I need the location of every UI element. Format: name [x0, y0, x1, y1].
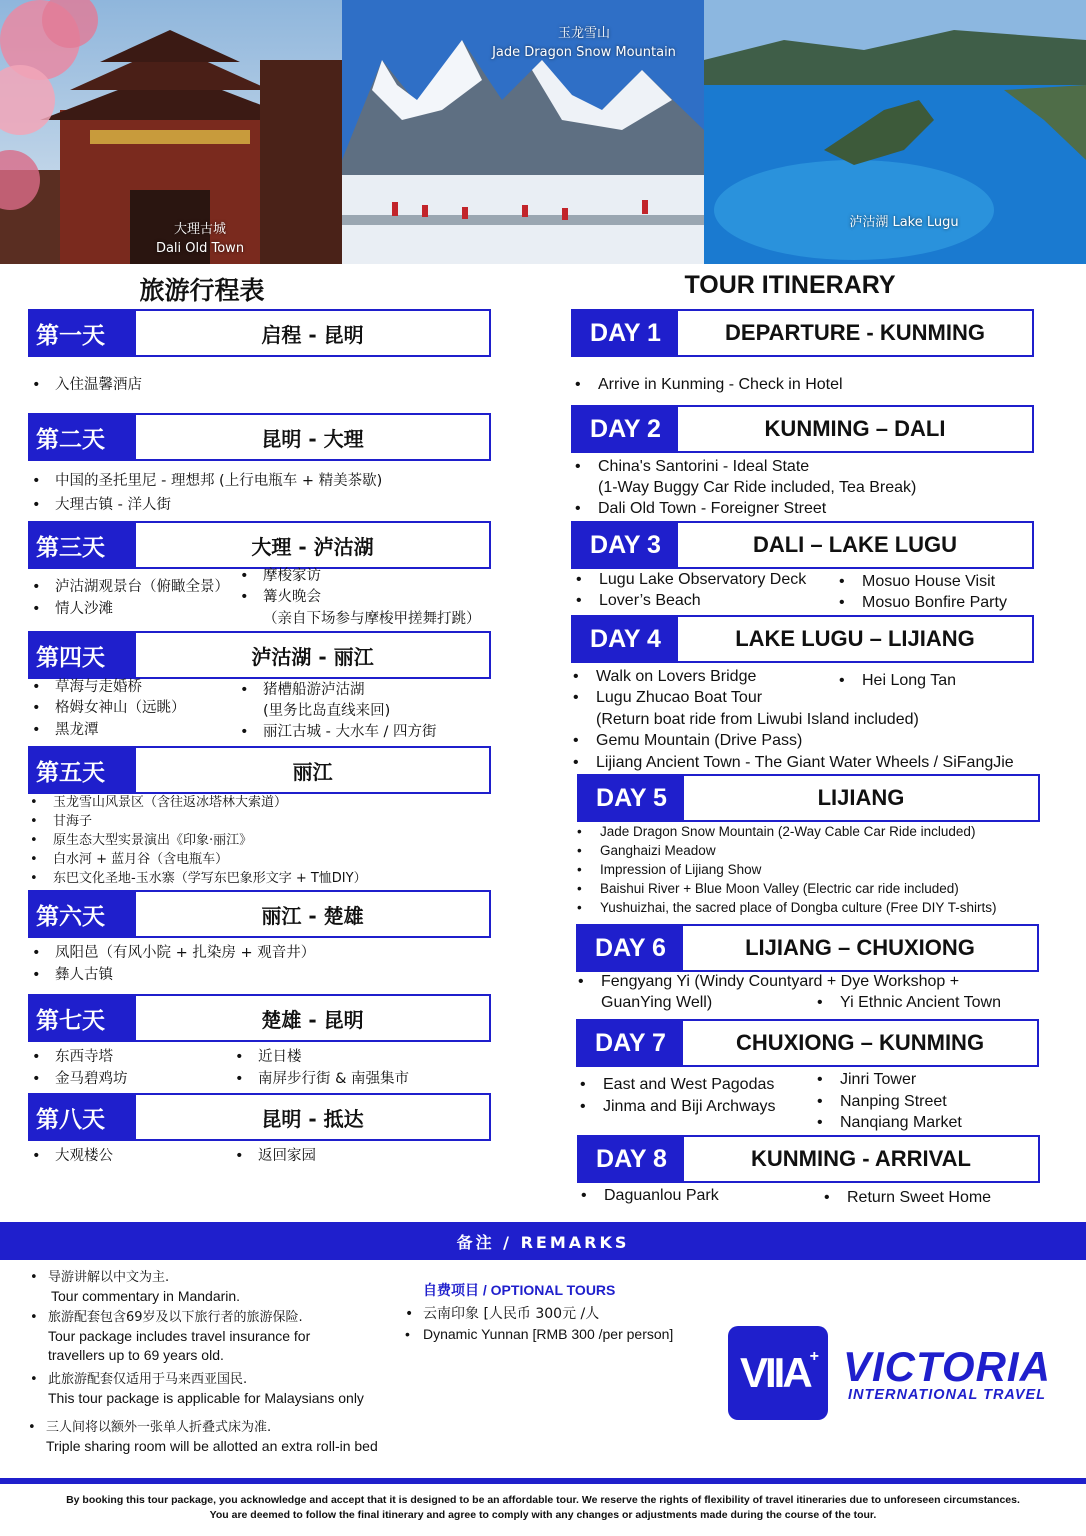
remark-en: Triple sharing room will be allotted an extra roll-in bed — [46, 1438, 378, 1454]
cn-day-label: 第三天 — [30, 523, 136, 567]
cn-day7-item: • 南屏步行街 & 南强集市 — [233, 1069, 409, 1090]
cn-day-label: 第二天 — [30, 415, 136, 459]
cn-day-title: 楚雄 - 昆明 — [261, 1007, 364, 1032]
en-day-header-7 — [576, 1019, 1039, 1067]
en-day-header-2 — [571, 405, 1034, 453]
cn-day7-item: • 金马碧鸡坊 — [30, 1069, 128, 1090]
cn-day-label: 第一天 — [30, 311, 136, 355]
logo-plus: + — [809, 1348, 817, 1365]
en-day-label: DAY 6 — [578, 926, 683, 970]
remark-en: This tour package is applicable for Malaysians only — [48, 1390, 364, 1406]
en-day7-item: • Jinma and Biji Archways — [578, 1096, 776, 1117]
en-day-header-8 — [577, 1135, 1040, 1183]
en-day-title: KUNMING - ARRIVAL — [751, 1146, 971, 1171]
en-day-title: KUNMING – DALI — [764, 416, 946, 441]
remark-item — [26, 1418, 378, 1456]
cn-day-title: 昆明 - 抵达 — [261, 1106, 364, 1131]
en-day3-item: • Mosuo House Visit — [837, 571, 995, 592]
remark-en: Tour commentary in Mandarin. — [51, 1288, 241, 1304]
remark-en: Tour package includes travel insurance for — [48, 1328, 311, 1344]
footer-divider — [0, 1478, 1086, 1484]
cn-day-label: 第五天 — [30, 748, 136, 792]
en-day2-note: (1-Way Buggy Car Ride included, Tea Break) — [598, 479, 917, 496]
cn-day3-item: • 泸沽湖观景台（俯瞰全景） — [30, 577, 229, 598]
remark-item — [28, 1268, 240, 1306]
photo1-caption — [140, 220, 260, 258]
photo2-caption-cn: 玉龙雪山 — [557, 26, 610, 41]
cn-day-header-7 — [28, 994, 491, 1042]
cn-day-header-3 — [28, 521, 491, 569]
cn-day-title: 泸沽湖 - 丽江 — [251, 644, 374, 669]
cn-day-header-5 — [28, 746, 491, 794]
cn-day-label: 第六天 — [30, 892, 136, 936]
cn-day6-item: • 彝人古镇 — [30, 965, 113, 986]
en-day1-item: • Arrive in Kunming - Check in Hotel — [573, 374, 843, 395]
en-day-header-1 — [571, 309, 1034, 357]
en-day-title: LAKE LUGU – LIJIANG — [735, 626, 975, 651]
cn-day5-item: • 白水河 + 蓝月谷（含电瓶车） — [28, 850, 228, 869]
en-day6-note: GuanYing Well) — [601, 994, 713, 1011]
en-day4-item: • Hei Long Tan — [837, 670, 956, 691]
cn-day2-item: • 中国的圣托里尼 - 理想邦 (上行电瓶车 + 精美茶歇) — [30, 471, 382, 492]
en-day5-item: • Jade Dragon Snow Mountain (2-Way Cable Car Ride included) — [575, 822, 975, 841]
en-day3-item: • Lugu Lake Observatory Deck — [574, 569, 806, 590]
en-day-label: DAY 8 — [579, 1137, 684, 1181]
en-day4-item: • Lijiang Ancient Town - The Giant Water Wheels / SiFangJie — [571, 752, 1014, 773]
en-day-header-5 — [577, 774, 1040, 822]
cn-day7-item: • 近日楼 — [233, 1047, 302, 1068]
en-section-title: TOUR ITINERARY — [684, 271, 896, 299]
cn-day3-item: • 摩梭家访 — [238, 566, 321, 587]
en-day-title: CHUXIONG – KUNMING — [735, 1030, 985, 1055]
en-day7-item: • Nanping Street — [815, 1091, 947, 1112]
cn-day-title: 丽江 - 楚雄 — [261, 903, 364, 928]
remark-en-2: travellers up to 69 years old. — [48, 1347, 224, 1363]
logo-subtitle: INTERNATIONAL TRAVEL — [848, 1387, 1047, 1403]
cn-day-header-8 — [28, 1093, 491, 1141]
cn-day4-item: • 草海与走婚桥 — [30, 677, 142, 698]
en-day5-item: • Yushuizhai, the sacred place of Dongba culture (Free DIY T-shirts) — [575, 898, 996, 917]
en-day3-item: • Mosuo Bonfire Party — [837, 592, 1007, 613]
cn-day5-item: • 玉龙雪山风景区（含往返冰塔林大索道） — [28, 793, 287, 812]
photo2-caption — [473, 24, 695, 62]
photo1-caption-en: Dali Old Town — [155, 241, 245, 256]
cn-day8-item: • 大观楼公 — [30, 1146, 113, 1167]
cn-day-header-2 — [28, 413, 491, 461]
cn-day2-item: • 大理古镇 - 洋人街 — [30, 495, 171, 516]
photo3-caption: 泸沽湖 Lake Lugu — [849, 215, 959, 230]
en-day5-item: • Ganghaizi Meadow — [575, 841, 716, 860]
en-day7-item: • Nanqiang Market — [815, 1112, 962, 1133]
cn-day5-item: • 东巴文化圣地-玉水寨（学写东巴象形文字 + T恤DIY） — [28, 869, 367, 888]
cn-day-header-1 — [28, 309, 491, 357]
logo-name: VICTORIA — [843, 1343, 1051, 1390]
cn-day-label: 第七天 — [30, 996, 136, 1040]
optional-item: • 云南印象 [人民币 300元 /人 — [403, 1305, 599, 1324]
cn-day3-note: （亲自下场参与摩梭甲搓舞打跳） — [263, 611, 481, 627]
photo-lake-lugu — [704, 0, 1086, 264]
en-day4-item: • Walk on Lovers Bridge — [571, 666, 756, 687]
en-day5-item: • Impression of Lijiang Show — [575, 860, 761, 879]
en-day2-item: • Dali Old Town - Foreigner Street — [573, 498, 826, 519]
cn-day-title: 昆明 - 大理 — [261, 426, 364, 451]
en-day8-item: • Return Sweet Home — [822, 1187, 991, 1208]
en-day8-item: • Daguanlou Park — [579, 1185, 719, 1206]
en-day4-item: • Lugu Zhucao Boat Tour — [571, 687, 762, 708]
cn-day4-note: (里务比岛直线来回) — [263, 703, 391, 719]
en-day-label: DAY 1 — [573, 311, 678, 355]
cn-day8-item: • 返回家园 — [233, 1146, 316, 1167]
optional-tours-title: 自费项目 / OPTIONAL TOURS — [423, 1282, 616, 1298]
logo-mark: VIIA — [739, 1349, 810, 1396]
en-day-title: DEPARTURE - KUNMING — [725, 320, 985, 345]
cn-day3-item: • 篝火晚会 — [238, 587, 321, 608]
en-day2-item: • China's Santorini - Ideal State — [573, 456, 809, 477]
company-logo-icon — [728, 1326, 828, 1420]
cn-day4-item: • 黑龙潭 — [30, 720, 99, 741]
en-day-title: DALI – LAKE LUGU — [752, 532, 958, 557]
en-day-label: DAY 5 — [579, 776, 684, 820]
cn-day4-item: • 丽江古城 - 大水车 / 四方街 — [238, 722, 437, 743]
en-day-label: DAY 4 — [573, 617, 678, 661]
cn-day7-item: • 东西寺塔 — [30, 1047, 113, 1068]
en-day-header-6 — [576, 924, 1039, 972]
remark-cn: • 此旅游配套仅适用于马来西亚国民. — [48, 1372, 248, 1387]
cn-day5-item: • 原生态大型实景演出《印象·丽江》 — [28, 831, 252, 850]
cn-day5-item: • 甘海子 — [28, 812, 92, 831]
en-day4-note: (Return boat ride from Liwubi Island included) — [596, 711, 919, 728]
photo-dali-old-town — [0, 0, 342, 264]
remark-item — [28, 1370, 364, 1408]
cn-day-header-6 — [28, 890, 491, 938]
en-day6-item: • Yi Ethnic Ancient Town — [815, 992, 1001, 1013]
en-day5-item: • Baishui River + Blue Moon Valley (Electric car ride included) — [575, 879, 959, 898]
en-day-label: DAY 2 — [573, 407, 678, 451]
footer-disclaimer-2: You are deemed to follow the final itinerary and agree to comply with any changes or adjustments made during the course of the tour. — [209, 1509, 877, 1521]
en-day4-item: • Gemu Mountain (Drive Pass) — [571, 730, 802, 751]
en-day-header-3 — [571, 521, 1034, 569]
remark-cn: • 导游讲解以中文为主. — [48, 1270, 170, 1285]
remarks-title: 备注 / REMARKS — [0, 1222, 1086, 1260]
optional-item: • Dynamic Yunnan [RMB 300 /per person] — [403, 1325, 673, 1344]
photo1-caption-cn: 大理古城 — [173, 222, 226, 237]
en-day7-item: • East and West Pagodas — [578, 1074, 774, 1095]
cn-day3-item: • 情人沙滩 — [30, 599, 113, 620]
en-day6-item: • Fengyang Yi (Windy Countyard + Dye Workshop + — [576, 971, 959, 992]
en-day-label: DAY 7 — [578, 1021, 683, 1065]
remark-cn: • 旅游配套包含69岁及以下旅行者的旅游保险. — [48, 1310, 303, 1325]
en-day-title: LIJIANG — [817, 785, 905, 810]
photo2-caption-en: Jade Dragon Snow Mountain — [492, 45, 676, 60]
cn-day1-item: • 入住温馨酒店 — [30, 375, 142, 396]
photo-jade-dragon — [342, 0, 704, 264]
cn-section-title: 旅游行程表 — [139, 277, 265, 305]
remark-cn: • 三人间将以额外一张单人折叠式床为准. — [46, 1420, 272, 1435]
en-day-header-4 — [571, 615, 1034, 663]
cn-day-header-4 — [28, 631, 491, 679]
cn-day6-item: • 凤阳邑（有风小院 + 扎染房 + 观音井） — [30, 943, 315, 964]
remark-item — [28, 1308, 310, 1365]
en-day-title: LIJIANG – CHUXIONG — [745, 935, 975, 960]
cn-day4-item: • 格姆女神山（远眺） — [30, 698, 186, 719]
cn-day4-item: • 猪槽船游泸沽湖 — [238, 680, 365, 701]
en-day7-item: • Jinri Tower — [815, 1069, 916, 1090]
cn-day-title: 丽江 — [292, 759, 333, 784]
cn-day-label: 第八天 — [30, 1095, 136, 1139]
cn-day-title: 大理 - 泸沽湖 — [251, 534, 374, 559]
footer-disclaimer-1: By booking this tour package, you acknowledge and accept that it is designed to be an affordable tour. We reserve the rights of flexibility of travel itineraries due to unforeseen circumstances. — [66, 1494, 1020, 1506]
cn-day-title: 启程 - 昆明 — [261, 322, 364, 347]
cn-day-label: 第四天 — [30, 633, 136, 677]
en-day3-item: • Lover’s Beach — [574, 590, 701, 611]
en-day-label: DAY 3 — [573, 523, 678, 567]
